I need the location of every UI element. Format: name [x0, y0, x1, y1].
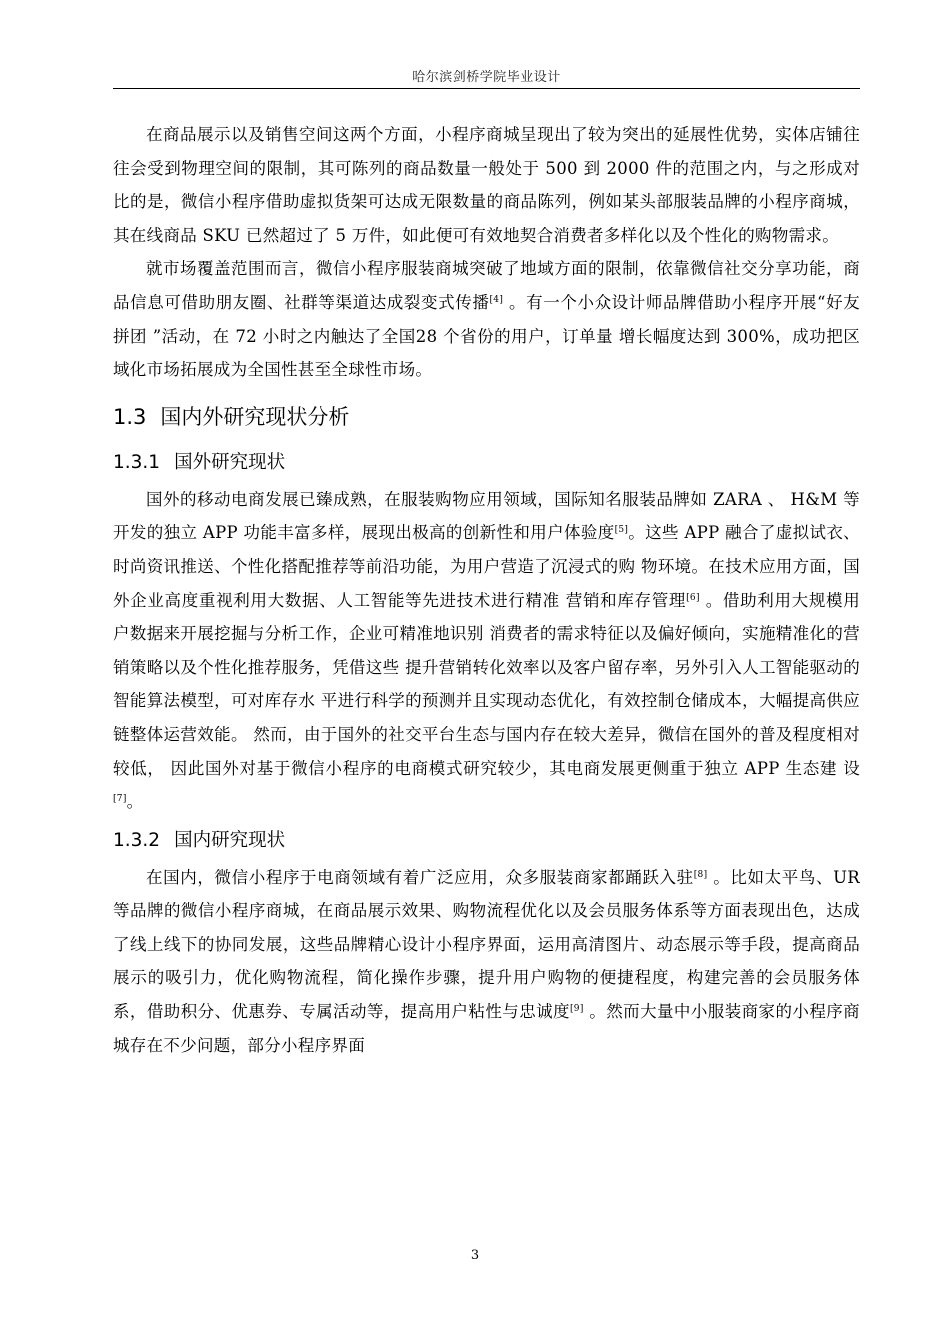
- citation-7: [7]: [113, 794, 127, 805]
- subsection-number: 1.3.1: [113, 451, 161, 473]
- section-number: 1.3: [113, 404, 147, 429]
- citation-5: [5]: [614, 525, 629, 536]
- subsection-number: 1.3.2: [113, 829, 161, 851]
- paragraph-market-coverage: [113, 252, 860, 386]
- section-title: 国内外研究现状分析: [160, 404, 350, 429]
- paragraph-text: 。比如太平鸟、UR 等品牌的微信小程序商城，在商品展示效果、购物流程优化以及会员服务体系等方面表现出色，达成了线上线下的协同发展，这些品牌精心设计小程序界面，运用高清图片、动态展示等手段，提高商品展示的吸引力，优化购物流程，简化操作步骤，提升用户购物的便捷程度，构建完善的会员服务体系，借助积分、优惠券、专属活动等，提高用户粘性与忠诚度: [113, 867, 860, 1022]
- running-header: 哈尔滨剑桥学院毕业设计: [412, 70, 561, 85]
- page-number: 3: [470, 1248, 480, 1263]
- paragraph-text: 。这些 APP 融合了虚拟试衣、时尚资讯推送、个性化搭配推荐等前沿功能，为用户营造了沉浸式的购 物环境。在技术应用方面，国外企业高度重视利用大数据、人工智能等先进技术进行精准 营销和库存管理: [113, 523, 860, 610]
- citation-8: [8]: [693, 869, 708, 880]
- paragraph-text: 。借助利用大规模用户数据来开展挖掘与分析工作，企业可精准地识别 消费者的需求特征以及偏好倾向，实施精准化的营销策略以及个性化推荐服务，凭借这些 提升营销转化效率以及客户留存率，另外引入人工智能驱动的智能算法模型，可对库存水 平进行科学的预测并且实现动态优化，有效控制仓储成本，大幅提高供应链整体运营效能。 然而，由于国外的社交平台生态与国内存在较大差异，微信在国外的普及程度相对较低， 因此国外对基于微信小程序的电商模式研究较少，其电商发展更侧重于独立 APP 生态建 设: [113, 590, 860, 778]
- paragraph-text: 。: [126, 792, 144, 812]
- paragraph-text: 就市场覆盖范围而言，微信小程序服装商城突破了地域方面的限制，依靠微信社交分享功能，商品信息可借助朋友圈、社群等渠道达成裂变式传播: [113, 259, 860, 312]
- citation-6: [6]: [686, 592, 700, 603]
- subsection-title: 国内研究现状: [174, 829, 286, 851]
- paragraph-foreign-research: [113, 483, 860, 819]
- paragraph-display-space: [113, 118, 860, 252]
- paragraph-text: 。有一个小众设计师品牌借助小程序开展“好友拼团 ”活动，在 72 小时之内触达了全国28 个省份的用户，订单量 增长幅度达到 300%，成功把区域化市场拓展成为全国性甚至全球性市场。: [113, 292, 860, 380]
- citation-9: [9]: [569, 1004, 584, 1015]
- paragraph-text: 国外的移动电商发展已臻成熟，在服装购物应用领域，国际知名服装品牌如 ZARA 、 H&M 等开发的独立 APP 功能丰富多样，展现出极高的创新性和用户体验度: [113, 489, 860, 543]
- subsection-heading-1-3-2: [113, 823, 860, 859]
- paragraph-text: 在商品展示以及销售空间这两个方面，小程序商城呈现出了较为突出的延展性优势，实体店铺往往会受到物理空间的限制，其可陈列的商品数量一般处于 500 到 2000 件的范围之内，与之形成对比的是，微信小程序借助虚拟货架可达成无限数量的商品陈列，例如某头部服装品牌的小程序商城，其在线商品 SKU 已然超过了 5 万件，如此便可有效地契合消费者多样化以及个性化的购物需求。: [113, 125, 860, 245]
- citation-4: [4]: [489, 294, 504, 305]
- subsection-title: 国外研究现状: [174, 451, 286, 473]
- body-content: [113, 118, 860, 1062]
- section-heading-1-3: [113, 397, 860, 437]
- paragraph-text: 在国内，微信小程序于电商领域有着广泛应用，众多服装商家都踊跃入驻: [146, 867, 694, 887]
- paragraph-domestic-research: [113, 861, 860, 1063]
- subsection-heading-1-3-1: [113, 445, 860, 481]
- header-rule: [113, 88, 860, 89]
- paragraph-text: 。然而大量中小服装商家的小程序商城存在不少问题，部分小程序界面: [113, 1002, 860, 1055]
